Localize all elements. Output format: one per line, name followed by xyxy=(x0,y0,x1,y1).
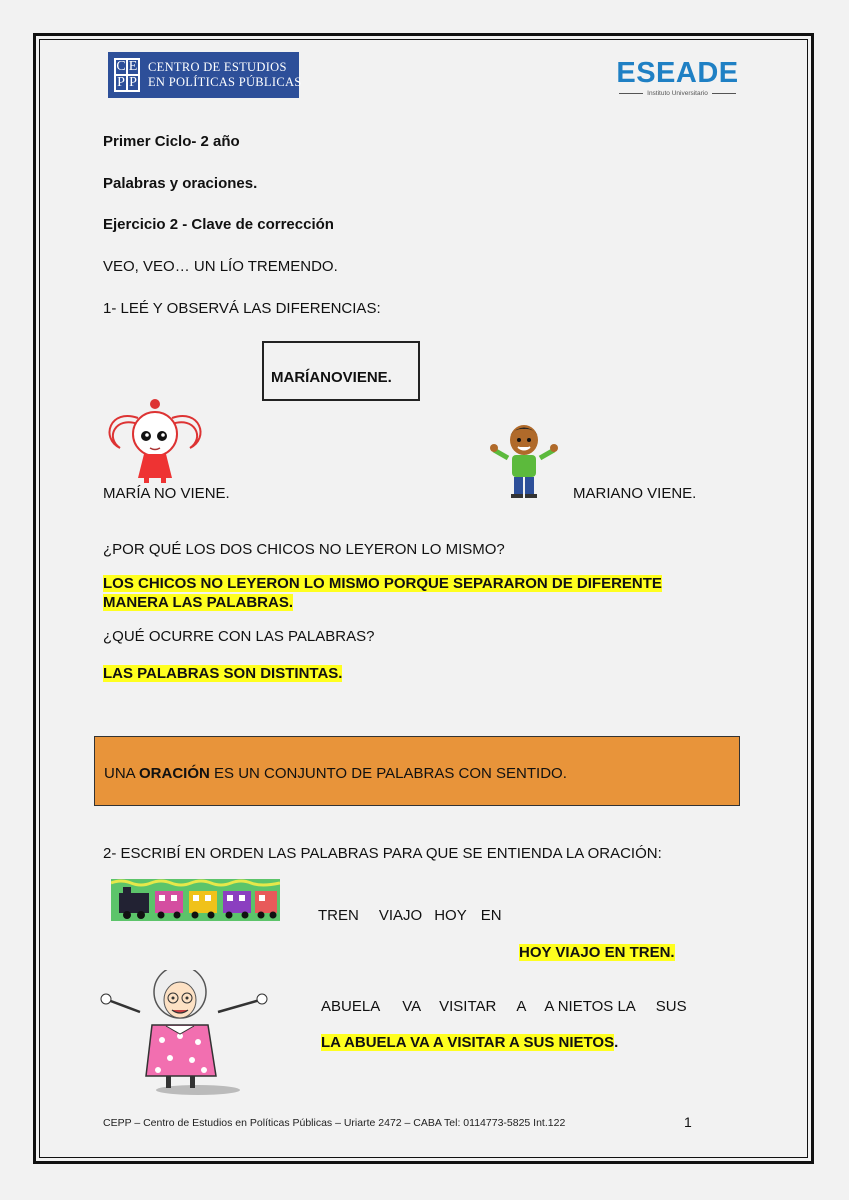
scrambled-word: A xyxy=(516,998,527,1015)
girl-reading-text: MARÍA NO VIENE. xyxy=(103,485,230,502)
footer-text: CEPP – Centro de Estudios en Políticas Públicas – Uriarte 2472 – CABA Tel: 0114773-5825 Int.122 xyxy=(103,1117,566,1129)
scrambled-word: HOY xyxy=(434,907,467,924)
why-question: ¿POR QUÉ LOS DOS CHICOS NO LEYERON LO MISMO? xyxy=(103,541,505,558)
answer-2-wrap xyxy=(321,1033,618,1052)
eseade-logo-subtitle xyxy=(612,90,743,97)
cepp-letter: E xyxy=(128,59,138,74)
words-answer: LAS PALABRAS SON DISTINTAS. xyxy=(103,665,343,682)
words-answer-wrap xyxy=(103,664,342,683)
definition-rest: ES UN CONJUNTO DE PALABRAS CON SENTIDO. xyxy=(209,764,567,782)
words-question: ¿QUÉ OCURRE CON LAS PALABRAS? xyxy=(103,628,375,645)
boy-reading-text: MARIANO VIENE. xyxy=(573,485,697,502)
boxed-word: MARÍANOVIENE. xyxy=(262,341,420,401)
scrambled-sentence-1 xyxy=(318,907,502,924)
scrambled-word: TREN xyxy=(318,907,359,924)
boy-cartoon-image xyxy=(488,420,560,500)
definition-prefix: UNA xyxy=(104,764,140,782)
page-number: 1 xyxy=(684,1114,692,1130)
scrambled-word: VISITAR xyxy=(439,998,497,1015)
definition-box xyxy=(94,736,740,806)
cepp-letter: P xyxy=(127,75,139,91)
girl-cartoon-image xyxy=(100,398,210,484)
cepp-logo-line2: EN POLÍTICAS PÚBLICAS xyxy=(148,75,302,89)
answer-2: LA ABUELA VA A VISITAR A SUS NIETOS xyxy=(321,1034,615,1051)
scrambled-word: ABUELA xyxy=(321,998,381,1015)
cepp-letter: P xyxy=(115,75,127,91)
definition-term: ORACIÓN xyxy=(139,764,210,782)
cepp-logo-text xyxy=(148,60,302,90)
why-answer-line1: LOS CHICOS NO LEYERON LO MISMO PORQUE SEPARARON DE DIFERENTE xyxy=(103,575,662,592)
answer-1: HOY VIAJO EN TREN. xyxy=(519,944,675,961)
question-1: 1- LEÉ Y OBSERVÁ LAS DIFERENCIAS: xyxy=(103,300,381,317)
eseade-logo xyxy=(612,58,743,97)
scrambled-word: VA xyxy=(402,998,422,1015)
why-answer xyxy=(103,574,662,612)
cycle-heading: Primer Ciclo- 2 año xyxy=(103,133,240,150)
eseade-subtitle-text: Instituto Universitario xyxy=(647,90,708,97)
topic-heading: Palabras y oraciones. xyxy=(103,175,258,192)
cepp-logo xyxy=(108,52,302,98)
eseade-logo-name: ESEADE xyxy=(616,57,739,89)
why-answer-line2: MANERA LAS PALABRAS. xyxy=(103,594,293,611)
scrambled-word: VIAJO xyxy=(378,907,423,924)
cepp-letter: C xyxy=(116,59,126,74)
answer-1-wrap xyxy=(519,943,675,962)
question-2: 2- ESCRIBÍ EN ORDEN LAS PALABRAS PARA QUE SE ENTIENDA LA ORACIÓN: xyxy=(103,845,662,862)
scrambled-sentence-2 xyxy=(321,998,687,1015)
train-image xyxy=(111,879,280,921)
scrambled-word: EN xyxy=(480,907,502,924)
scrambled-word: SUS xyxy=(655,998,687,1015)
title-text: VEO, VEO… UN LÍO TREMENDO. xyxy=(103,258,338,275)
answer-2-period: . xyxy=(614,1034,619,1051)
grandma-cartoon-image xyxy=(100,970,272,1098)
cepp-logo-line1: CENTRO DE ESTUDIOS xyxy=(148,60,287,74)
scrambled-word: A NIETOS LA xyxy=(544,998,636,1015)
cepp-monogram xyxy=(114,58,140,92)
exercise-heading: Ejercicio 2 - Clave de corrección xyxy=(103,216,334,233)
